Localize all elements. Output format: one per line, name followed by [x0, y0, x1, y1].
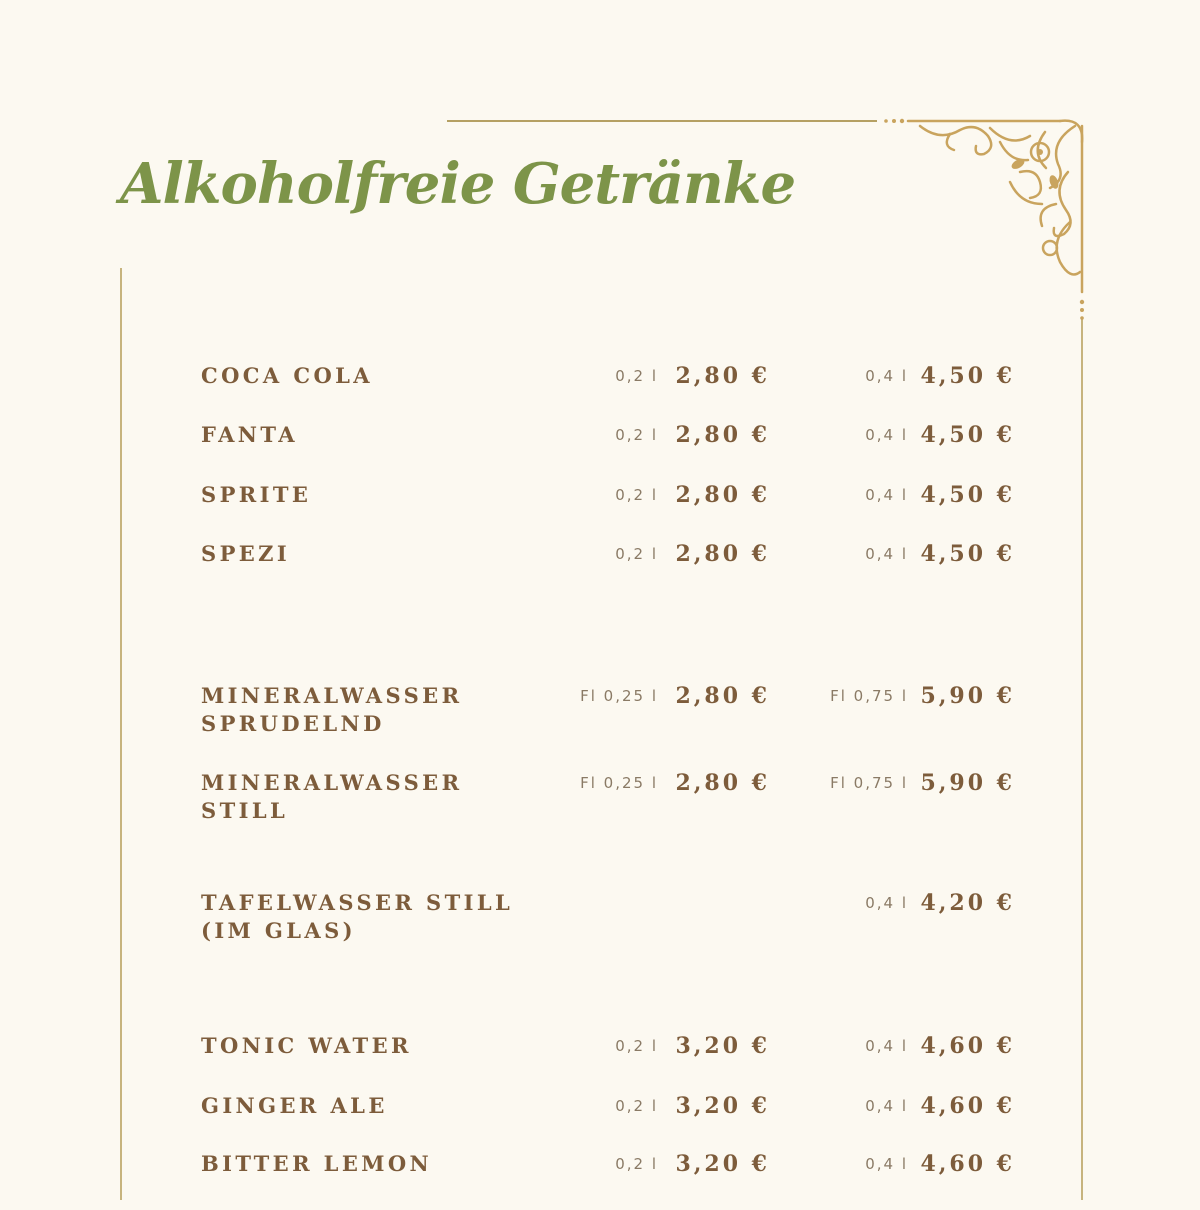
size-small: Fl 0,25 l — [580, 687, 658, 705]
item-name-line: TONIC WATER — [201, 1033, 412, 1058]
size-large: 0,4 l — [865, 426, 908, 444]
price-small: 3,20 € — [675, 1033, 770, 1059]
menu-item-row — [0, 889, 1200, 949]
size-large: Fl 0,75 l — [830, 774, 908, 792]
item-name — [201, 421, 561, 449]
menu-item-row — [0, 540, 1200, 600]
price-large: 4,50 € — [920, 482, 1015, 508]
size-large: 0,4 l — [865, 1097, 908, 1115]
price-small: 2,80 € — [675, 770, 770, 796]
size-small: 0,2 l — [615, 1155, 658, 1173]
menu-item-row — [0, 362, 1200, 422]
menu-item-row — [0, 682, 1200, 742]
top-divider-line — [447, 120, 877, 122]
price-small: 2,80 € — [675, 541, 770, 567]
price-large: 4,60 € — [920, 1033, 1015, 1059]
price-large: 4,60 € — [920, 1151, 1015, 1177]
item-name — [201, 682, 561, 738]
item-name — [201, 769, 561, 825]
item-name — [201, 540, 561, 568]
item-name-line: SPRITE — [201, 482, 312, 507]
size-small: Fl 0,25 l — [580, 774, 658, 792]
item-name-line: COCA COLA — [201, 363, 373, 388]
item-name-line: BITTER LEMON — [201, 1151, 433, 1176]
item-name — [201, 889, 561, 945]
price-small: 3,20 € — [675, 1093, 770, 1119]
size-small: 0,2 l — [615, 545, 658, 563]
size-small: 0,2 l — [615, 426, 658, 444]
price-small: 2,80 € — [675, 422, 770, 448]
size-small: 0,2 l — [615, 367, 658, 385]
item-name-line: TAFELWASSER STILL — [201, 890, 514, 915]
price-large: 4,50 € — [920, 422, 1015, 448]
size-large: 0,4 l — [865, 1037, 908, 1055]
item-name — [201, 1150, 561, 1178]
corner-ornament-icon — [880, 112, 1090, 326]
price-small: 3,20 € — [675, 1151, 770, 1177]
size-large: Fl 0,75 l — [830, 687, 908, 705]
menu-item-row — [0, 1150, 1200, 1210]
item-name-line: MINERALWASSER — [201, 683, 463, 708]
size-large: 0,4 l — [865, 545, 908, 563]
price-large: 4,50 € — [920, 363, 1015, 389]
price-large: 4,20 € — [920, 890, 1015, 916]
item-name — [201, 1092, 561, 1120]
menu-item-row — [0, 481, 1200, 541]
size-large: 0,4 l — [865, 486, 908, 504]
size-small: 0,2 l — [615, 1037, 658, 1055]
size-large: 0,4 l — [865, 894, 908, 912]
item-name-line: GINGER ALE — [201, 1093, 388, 1118]
size-small: 0,2 l — [615, 486, 658, 504]
item-name — [201, 1032, 561, 1060]
menu-item-row — [0, 769, 1200, 829]
size-small: 0,2 l — [615, 1097, 658, 1115]
item-name-line: MINERALWASSER — [201, 770, 463, 795]
price-large: 4,50 € — [920, 541, 1015, 567]
price-large: 5,90 € — [920, 770, 1015, 796]
item-name-line: SPEZI — [201, 541, 291, 566]
item-name-line: FANTA — [201, 422, 298, 447]
price-small: 2,80 € — [675, 482, 770, 508]
price-large: 5,90 € — [920, 683, 1015, 709]
price-small: 2,80 € — [675, 683, 770, 709]
item-name — [201, 481, 561, 509]
item-name — [201, 362, 561, 390]
price-large: 4,60 € — [920, 1093, 1015, 1119]
size-large: 0,4 l — [865, 367, 908, 385]
menu-item-row — [0, 1032, 1200, 1092]
price-small: 2,80 € — [675, 363, 770, 389]
menu-item-row — [0, 1092, 1200, 1152]
item-name-line: SPRUDELND — [201, 711, 385, 736]
page-title: Alkoholfreie Getränke — [120, 151, 796, 217]
item-name-line: STILL — [201, 798, 289, 823]
item-name-line: (IM GLAS) — [201, 918, 357, 943]
menu-item-row — [0, 421, 1200, 481]
size-large: 0,4 l — [865, 1155, 908, 1173]
